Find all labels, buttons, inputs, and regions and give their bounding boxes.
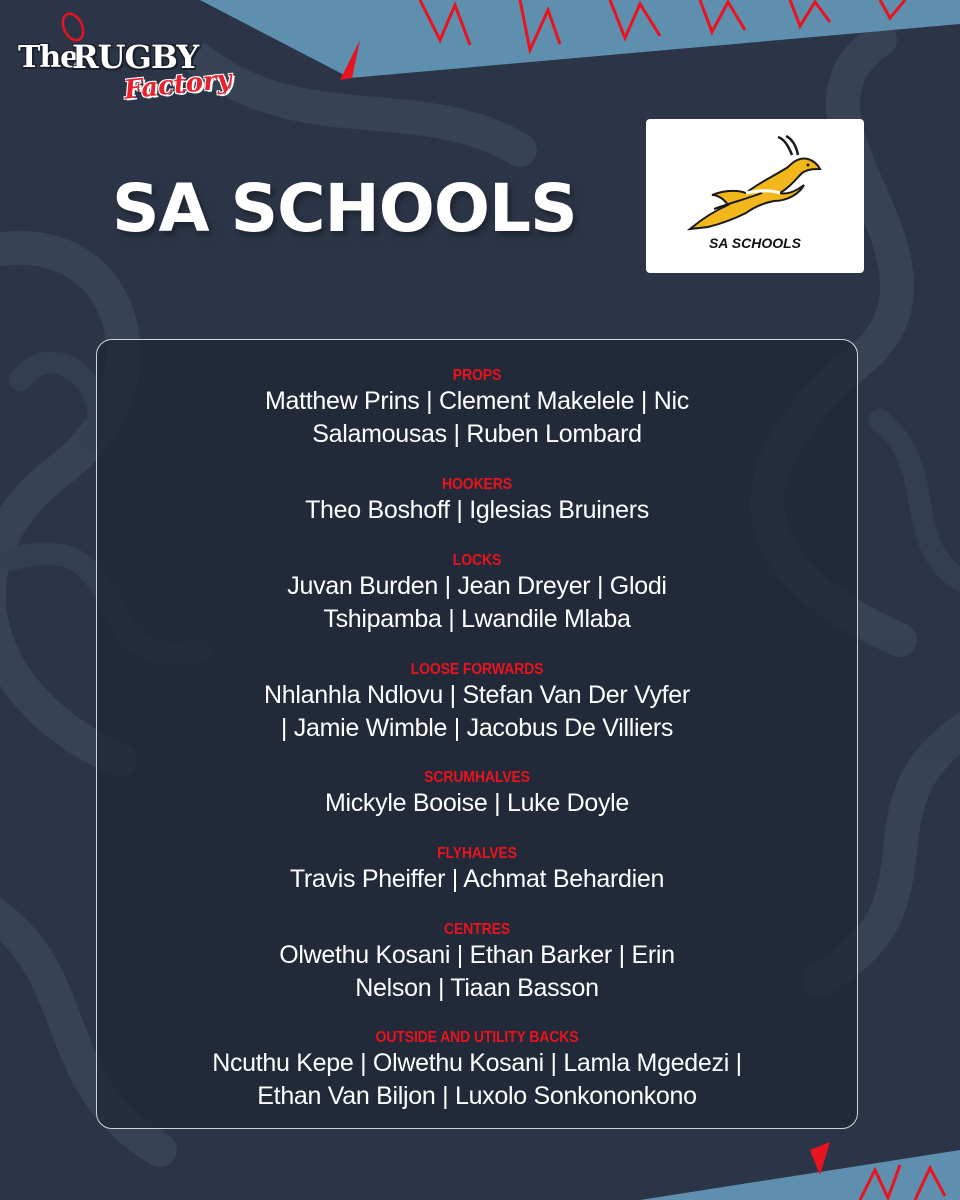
bottom-stripe [640,1142,960,1200]
player-line: Salamousas | Ruben Lombard [312,420,642,448]
squad-sections [97,367,857,1119]
player-line: Nhlanhla Ndlovu | Stefan Van Der Vyfer [264,681,690,709]
section-title: FLYHALVES [437,845,517,862]
player-list [97,679,857,745]
player-list [97,494,857,527]
section-title: CENTRES [443,921,511,938]
section-title: LOCKS [452,552,502,569]
player-line: Juvan Burden | Jean Dreyer | Glodi [287,572,667,600]
section-title: SCRUMHALVES [424,769,530,786]
section-loose-forwards [97,661,857,769]
player-line: Ncuthu Kepe | Olwethu Kosani | Lamla Mgedezi | [212,1049,742,1077]
badge-label: SA SCHOOLS [708,235,802,251]
section-centres [97,921,857,1029]
page-title: SA SCHOOLS [112,170,577,247]
brand-factory: Factory [122,64,234,106]
section-props [97,367,857,476]
brand-rugby: RUGBY [72,38,199,76]
player-list [97,939,857,1005]
springbok-icon [684,133,826,233]
section-title: HOOKERS [442,476,512,493]
player-line: Travis Pheiffer | Achmat Behardien [289,865,665,893]
section-outside-and-utility-backs [97,1029,857,1119]
section-hookers [97,476,857,552]
brand-the: The [18,40,79,75]
section-title: LOOSE FORWARDS [410,661,544,678]
section-flyhalves [97,845,857,921]
player-line: Matthew Prins | Clement Makelele | Nic [265,387,689,415]
player-line: Olwethu Kosani | Ethan Barker | Erin [279,941,675,969]
player-line: Mickyle Booise | Luke Doyle [324,789,630,817]
player-line: Nelson | Tiaan Basson [355,974,599,1002]
squad-panel [96,339,858,1129]
section-locks [97,552,857,661]
player-list [97,385,857,451]
sa-schools-badge [646,119,864,273]
section-scrumhalves [97,769,857,845]
brand-logo [14,10,244,106]
player-line: | Jamie Wimble | Jacobus De Villiers [280,714,674,742]
player-line: Tshipamba | Lwandile Mlaba [323,605,631,633]
section-title: PROPS [452,367,502,384]
player-line: Theo Boshoff | Iglesias Bruiners [305,496,649,524]
player-line: Ethan Van Biljon | Luxolo Sonkononkono [257,1082,697,1110]
player-list [97,570,857,636]
section-title: OUTSIDE AND UTILITY BACKS [375,1029,579,1046]
player-list [97,863,857,896]
player-list [97,1047,857,1113]
player-list [97,787,857,820]
